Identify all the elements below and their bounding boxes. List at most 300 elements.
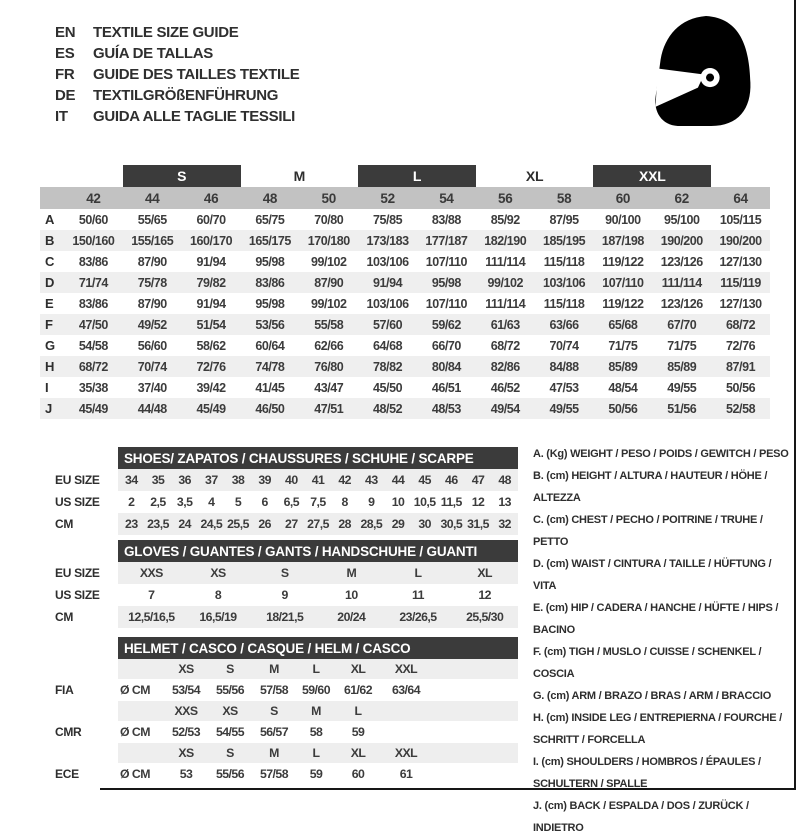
cell-value: 28,5 (360, 517, 383, 531)
cell-value: 26 (258, 517, 271, 531)
language-code: DE (55, 87, 76, 104)
size-value: 48/52 (373, 401, 403, 416)
size-column-header: 54 (439, 190, 454, 206)
measure-row-H (40, 356, 770, 377)
cell-value: 10 (391, 495, 405, 509)
size-value: 111/114 (485, 296, 526, 311)
helmet-value-row-CMR (55, 721, 520, 743)
cell-value: 2 (128, 495, 135, 509)
size-value: 45/50 (373, 380, 403, 395)
size-value: 103/106 (366, 296, 409, 311)
measure-row-B (40, 230, 770, 251)
language-title: GUIDA ALLE TAGLIE TESSILI (93, 108, 295, 125)
size-value: 68/72 (490, 338, 520, 353)
size-value: 87/90 (137, 296, 167, 311)
language-title: GUÍA DE TALLAS (93, 45, 213, 62)
helmet-size-label: XS (178, 662, 194, 676)
measure-row-C (40, 251, 770, 272)
language-row (55, 106, 299, 127)
size-value: 95/98 (255, 254, 285, 269)
row-letter: G (45, 338, 55, 353)
cell-value: 8 (214, 588, 222, 602)
language-code: FR (55, 66, 75, 83)
strip-label-spacer (55, 659, 118, 679)
row-letter: I (45, 380, 49, 395)
size-value: 177/187 (425, 233, 468, 248)
section-title: GLOVES / GUANTES / GANTS / HANDSCHUHE / GUANTI (118, 540, 518, 562)
size-value: 119/122 (602, 254, 644, 269)
helmet-size-row-ECE (55, 743, 520, 763)
helmet-value: 54/55 (215, 725, 245, 739)
cell-value: 45 (418, 473, 431, 487)
measure-row-F (40, 314, 770, 335)
size-value: 182/190 (484, 233, 527, 248)
legend-item: E. (cm) HIP / CADERA / HANCHE / HÜFTE / HIPS / BACINO (533, 602, 779, 636)
size-value: 59/62 (431, 317, 461, 332)
size-value: 39/42 (196, 380, 226, 395)
cell-value: 4 (208, 495, 215, 509)
size-value: 190/200 (660, 233, 703, 248)
row-letter: J (45, 401, 52, 416)
certification-label: ECE (55, 767, 79, 781)
cell-value: 35 (151, 473, 165, 487)
size-value: 47/50 (78, 317, 108, 332)
size-column-header: 42 (86, 190, 101, 206)
cell-value: 27,5 (307, 517, 329, 531)
size-value: 47/51 (314, 401, 344, 416)
size-value: 48/54 (608, 380, 638, 395)
legend-item: C. (cm) CHEST / PECHO / POITRINE / TRUHE / PETTO (533, 514, 763, 548)
helmet-size-label: L (354, 704, 362, 718)
cell-value: 31,5 (467, 517, 489, 531)
size-value: 58/62 (196, 338, 226, 353)
helmet-value: 55/56 (215, 683, 245, 697)
size-value: 85/89 (608, 359, 638, 374)
cell-value: 6 (261, 495, 268, 509)
helmet-size-label: S (226, 662, 234, 676)
size-value: 51/54 (196, 317, 226, 332)
row-letter: C (45, 254, 54, 269)
legend-item: B. (cm) HEIGHT / ALTURA / HAUTEUR / HÖHE / ALTEZZA (533, 470, 768, 504)
cell-value: 44 (391, 473, 405, 487)
strip-label-spacer (55, 743, 118, 763)
legend-item: A. (Kg) WEIGHT / PESO / POIDS / GEWITCH / PESO (533, 448, 789, 460)
size-value: 173/183 (366, 233, 409, 248)
size-value: 74/78 (255, 359, 285, 374)
size-value: 83/86 (78, 296, 108, 311)
size-column-header: 46 (203, 190, 219, 206)
language-row (55, 43, 299, 64)
cell-value: 6,5 (283, 495, 300, 509)
main-size-table (40, 164, 770, 419)
size-value: 68/72 (78, 359, 108, 374)
helmet-size-label: L (312, 662, 320, 676)
certification-label: FIA (55, 683, 74, 697)
row-letter: F (45, 317, 53, 332)
helmet-value: 56/57 (259, 725, 289, 739)
language-code: EN (55, 24, 76, 41)
size-value: 115/119 (720, 275, 761, 290)
size-value: 90/100 (605, 212, 641, 227)
strip-row-cm (55, 606, 520, 628)
size-column-header: 58 (556, 190, 572, 206)
cell-value: 46 (445, 473, 458, 487)
size-group-XL: XL (525, 167, 544, 184)
size-value: 187/198 (601, 233, 644, 248)
shoes-table (55, 447, 520, 535)
size-value: 87/95 (549, 212, 579, 227)
cell-value: 13 (498, 495, 511, 509)
size-value: 48/53 (431, 401, 461, 416)
strip-label-spacer (55, 540, 118, 562)
cell-value: 23,5 (147, 517, 169, 531)
cell-value: 40 (285, 473, 298, 487)
measure-row-A (40, 209, 770, 230)
cell-value: 34 (125, 473, 138, 487)
cell-value: 28 (338, 517, 351, 531)
size-value: 63/66 (549, 317, 579, 332)
size-value: 127/130 (719, 296, 762, 311)
size-value: 79/82 (196, 275, 226, 290)
helmet-value: 59/60 (301, 683, 331, 697)
cell-value: 38 (231, 473, 245, 487)
helmet-size-label: XL (350, 662, 366, 676)
cell-value: 27 (285, 517, 298, 531)
size-group-XXL: XXL (593, 165, 711, 187)
size-value: 105/115 (719, 212, 762, 227)
cell-value: 30,5 (440, 517, 463, 531)
helmet-size-label: XL (350, 746, 366, 760)
size-column-header: 64 (733, 190, 748, 206)
size-column-header: 60 (615, 190, 631, 206)
cell-value: 2,5 (150, 495, 166, 509)
row-label: CM (55, 517, 74, 531)
helmet-size-label: XXL (394, 746, 418, 760)
size-value: 37/40 (137, 380, 167, 395)
size-value: 165/175 (248, 233, 291, 248)
size-column-header: 50 (321, 190, 336, 206)
cell-value: 25,5/30 (466, 610, 504, 624)
cell-value: XS (210, 566, 226, 580)
language-title: TEXTILE SIZE GUIDE (93, 24, 239, 41)
cell-value: 12 (478, 588, 491, 602)
cell-value: 42 (338, 473, 351, 487)
size-group-S: S (123, 165, 241, 187)
helmet-value-row-ECE (55, 763, 520, 785)
size-value: 87/90 (314, 275, 344, 290)
size-value: 45/49 (196, 401, 226, 416)
row-letter: E (45, 296, 54, 311)
size-value: 95/98 (431, 275, 461, 290)
size-value: 95/100 (663, 212, 700, 227)
size-value: 65/68 (608, 317, 638, 332)
size-value: 160/170 (190, 233, 233, 248)
size-value: 82/86 (490, 359, 520, 374)
size-value: 87/91 (726, 359, 756, 374)
size-value: 71/74 (78, 275, 108, 290)
legend-item: D. (cm) WAIST / CINTURA / TAILLE / HÜFTUNG / VITA (533, 558, 772, 592)
measure-row-D (40, 272, 770, 293)
helmet-size-label: XS (178, 746, 194, 760)
strip-label-spacer (55, 447, 118, 469)
measure-row-G (40, 335, 770, 356)
helmet-size-label: M (269, 662, 279, 676)
cell-value: 29 (391, 517, 405, 531)
size-value: 53/56 (255, 317, 285, 332)
size-value: 52/58 (726, 401, 756, 416)
cell-value: 24 (178, 517, 191, 531)
row-cells (118, 469, 518, 491)
language-title: TEXTILGRÖßENFÜHRUNG (93, 87, 279, 104)
size-value: 85/89 (667, 359, 697, 374)
helmet-value-cells (118, 679, 518, 701)
helmet-value-cells (118, 721, 518, 743)
size-value: 50/56 (608, 401, 638, 416)
cell-value: L (414, 566, 422, 580)
helmet-size-label: XS (222, 704, 238, 718)
row-cells (118, 584, 518, 606)
helmet-value: 57/58 (259, 683, 289, 697)
size-value: 71/75 (608, 338, 638, 353)
accessory-tables (55, 447, 520, 785)
size-value: 83/88 (431, 212, 461, 227)
cell-value: 10 (345, 588, 358, 602)
size-value: 111/114 (485, 254, 526, 269)
language-row (55, 64, 299, 85)
size-value: 103/106 (543, 275, 586, 290)
size-value: 46/52 (490, 380, 520, 395)
strip-row-cm (55, 513, 520, 535)
size-value: 76/80 (314, 359, 344, 374)
row-letter: B (45, 233, 54, 248)
strip-row-us-size (55, 491, 520, 513)
size-value: 66/70 (431, 338, 461, 353)
language-row (55, 85, 299, 106)
helmet-size-row-CMR (55, 701, 520, 721)
legend-item: G. (cm) ARM / BRAZO / BRAS / ARM / BRACCIO (533, 690, 772, 702)
size-value: 70/80 (314, 212, 344, 227)
certification-label: CMR (55, 725, 82, 739)
row-cells (118, 491, 518, 513)
size-value: 41/45 (255, 380, 285, 395)
cell-value: 3,5 (176, 495, 193, 509)
measurement-legend (533, 443, 797, 839)
size-value: 51/56 (667, 401, 697, 416)
size-value: 85/92 (490, 212, 520, 227)
legend-item: F. (cm) TIGH / MUSLO / CUISSE / SCHENKEL / COSCIA (533, 646, 762, 680)
section-title: SHOES/ ZAPATOS / CHAUSSURES / SCHUHE / SCARPE (118, 447, 518, 469)
size-value: 61/63 (490, 317, 520, 332)
legend-item: I. (cm) SHOULDERS / HOMBROS / ÉPAULES / SCHULTERN / SPALLE (533, 756, 761, 790)
helmet-value: 59 (351, 725, 365, 739)
size-value: 35/38 (78, 380, 108, 395)
size-value: 119/122 (602, 296, 644, 311)
helmet-size-label: S (226, 746, 234, 760)
helmet-size-label: S (270, 704, 278, 718)
language-title: GUIDE DES TAILLES TEXTILE (93, 66, 300, 83)
row-cells (118, 562, 518, 584)
cell-value: 9 (281, 588, 288, 602)
size-value: 83/86 (78, 254, 108, 269)
section-title: HELMET / CASCO / CASQUE / HELM / CASCO (118, 637, 518, 659)
size-value: 87/90 (137, 254, 167, 269)
helmet-size-label: M (269, 746, 279, 760)
size-value: 55/65 (137, 212, 167, 227)
cell-value: 48 (498, 473, 511, 487)
size-value: 70/74 (137, 359, 167, 374)
gloves-table (55, 540, 520, 628)
cell-value: 9 (368, 495, 375, 509)
helmet-value: 60 (351, 767, 365, 781)
row-cells (118, 606, 518, 628)
size-value: 46/51 (431, 380, 461, 395)
measure-row-I (40, 377, 770, 398)
size-group-M: M (293, 167, 306, 184)
cell-value: 10,5 (413, 495, 436, 509)
cell-value: 5 (234, 495, 242, 509)
language-code: ES (55, 45, 75, 62)
cell-value: 24,5 (200, 517, 223, 531)
helmet-size-cells (118, 659, 518, 679)
helmet-value: 59 (309, 767, 323, 781)
cell-value: 16,5/19 (199, 610, 237, 624)
cell-value: 20/24 (337, 610, 366, 624)
row-letter: H (45, 359, 54, 374)
strip-title-row (55, 540, 520, 562)
diameter-label: Ø CM (120, 767, 150, 781)
size-group-L: L (358, 165, 476, 187)
strip-label-spacer (55, 637, 118, 659)
cell-value: 7 (148, 588, 155, 602)
size-column-header: 44 (145, 190, 160, 206)
helmet-value: 61 (399, 767, 413, 781)
helmet-size-cells (118, 701, 518, 721)
row-label: US SIZE (55, 588, 100, 602)
size-column-header: 48 (262, 190, 278, 206)
row-label: CM (55, 610, 74, 624)
helmet-value-cells (118, 763, 518, 785)
size-value: 91/94 (373, 275, 403, 290)
size-value: 56/60 (137, 338, 167, 353)
size-value: 43/47 (314, 380, 344, 395)
cell-value: 8 (341, 495, 348, 509)
size-value: 84/88 (549, 359, 579, 374)
cell-value: 39 (258, 473, 271, 487)
measure-row-J (40, 398, 770, 419)
size-value: 44/48 (137, 401, 167, 416)
size-value: 115/118 (543, 254, 585, 269)
size-value: 49/52 (137, 317, 167, 332)
cell-value: 30 (418, 517, 431, 531)
language-code: IT (55, 108, 68, 125)
cell-value: M (346, 566, 357, 580)
helmet-value-row-FIA (55, 679, 520, 701)
size-value: 49/55 (549, 401, 579, 416)
size-value: 78/82 (373, 359, 403, 374)
size-value: 95/98 (255, 296, 285, 311)
size-value: 47/53 (549, 380, 579, 395)
size-value: 65/75 (255, 212, 285, 227)
language-row (55, 22, 299, 43)
size-value: 67/70 (667, 317, 697, 332)
cell-value: 12 (471, 495, 485, 509)
size-value: 107/110 (425, 296, 468, 311)
section-gap (55, 628, 520, 637)
helmet-size-label: XXS (174, 704, 198, 718)
strip-row-us-size (55, 584, 520, 606)
size-value: 57/60 (373, 317, 403, 332)
helmet-size-label: XXL (394, 662, 418, 676)
row-label: EU SIZE (55, 473, 100, 487)
helmet-size-label: L (312, 746, 320, 760)
diameter-label: Ø CM (120, 725, 150, 739)
size-value: 123/126 (660, 296, 703, 311)
size-value: 103/106 (366, 254, 409, 269)
size-value: 50/56 (726, 380, 756, 395)
size-value: 70/74 (549, 338, 579, 353)
size-value: 80/84 (431, 359, 461, 374)
cell-value: 18/21,5 (266, 610, 304, 624)
size-value: 64/68 (373, 338, 403, 353)
size-value: 190/200 (719, 233, 762, 248)
size-value: 60/70 (196, 212, 226, 227)
strip-title-row (55, 637, 520, 659)
helmet-size-label: M (311, 704, 321, 718)
size-value: 91/94 (196, 254, 226, 269)
size-value: 83/86 (255, 275, 285, 290)
racing-helmet-icon (653, 14, 755, 130)
helmet-value: 53/54 (171, 683, 201, 697)
size-value: 68/72 (726, 317, 756, 332)
size-value: 107/110 (425, 254, 468, 269)
cell-value: 11,5 (440, 495, 462, 509)
size-value: 123/126 (660, 254, 703, 269)
size-label-row (40, 164, 770, 187)
size-value: 107/110 (602, 275, 644, 290)
size-value: 54/58 (78, 338, 108, 353)
size-value: 127/130 (719, 254, 762, 269)
cell-value: 7,5 (310, 495, 326, 509)
row-cells (118, 513, 518, 535)
cell-value: 11 (412, 588, 424, 602)
size-value: 150/160 (72, 233, 115, 248)
diameter-label: Ø CM (120, 683, 150, 697)
legend-item: J. (cm) BACK / ESPALDA / DOS / ZURÜCK / INDIETRO (533, 800, 749, 834)
strip-row-eu-size (55, 469, 520, 491)
size-value: 91/94 (196, 296, 226, 311)
helmet-table (55, 637, 520, 785)
helmet-value: 55/56 (215, 767, 245, 781)
size-value: 50/60 (78, 212, 108, 227)
size-value: 185/195 (543, 233, 586, 248)
strip-row-eu-size (55, 562, 520, 584)
size-column-header: 52 (380, 190, 395, 206)
size-value: 60/64 (255, 338, 285, 353)
size-value: 111/114 (661, 275, 702, 290)
helmet-value: 63/64 (391, 683, 421, 697)
row-letter: A (45, 212, 54, 227)
helmet-size-cells (118, 743, 518, 763)
size-value: 49/55 (667, 380, 697, 395)
size-value: 62/66 (314, 338, 344, 353)
size-value: 99/102 (310, 296, 347, 311)
strip-label-spacer (55, 701, 118, 721)
cell-value: 36 (178, 473, 191, 487)
cell-value: 25,5 (227, 517, 249, 531)
helmet-size-row-FIA (55, 659, 520, 679)
size-value: 170/180 (307, 233, 350, 248)
size-value: 72/76 (196, 359, 226, 374)
